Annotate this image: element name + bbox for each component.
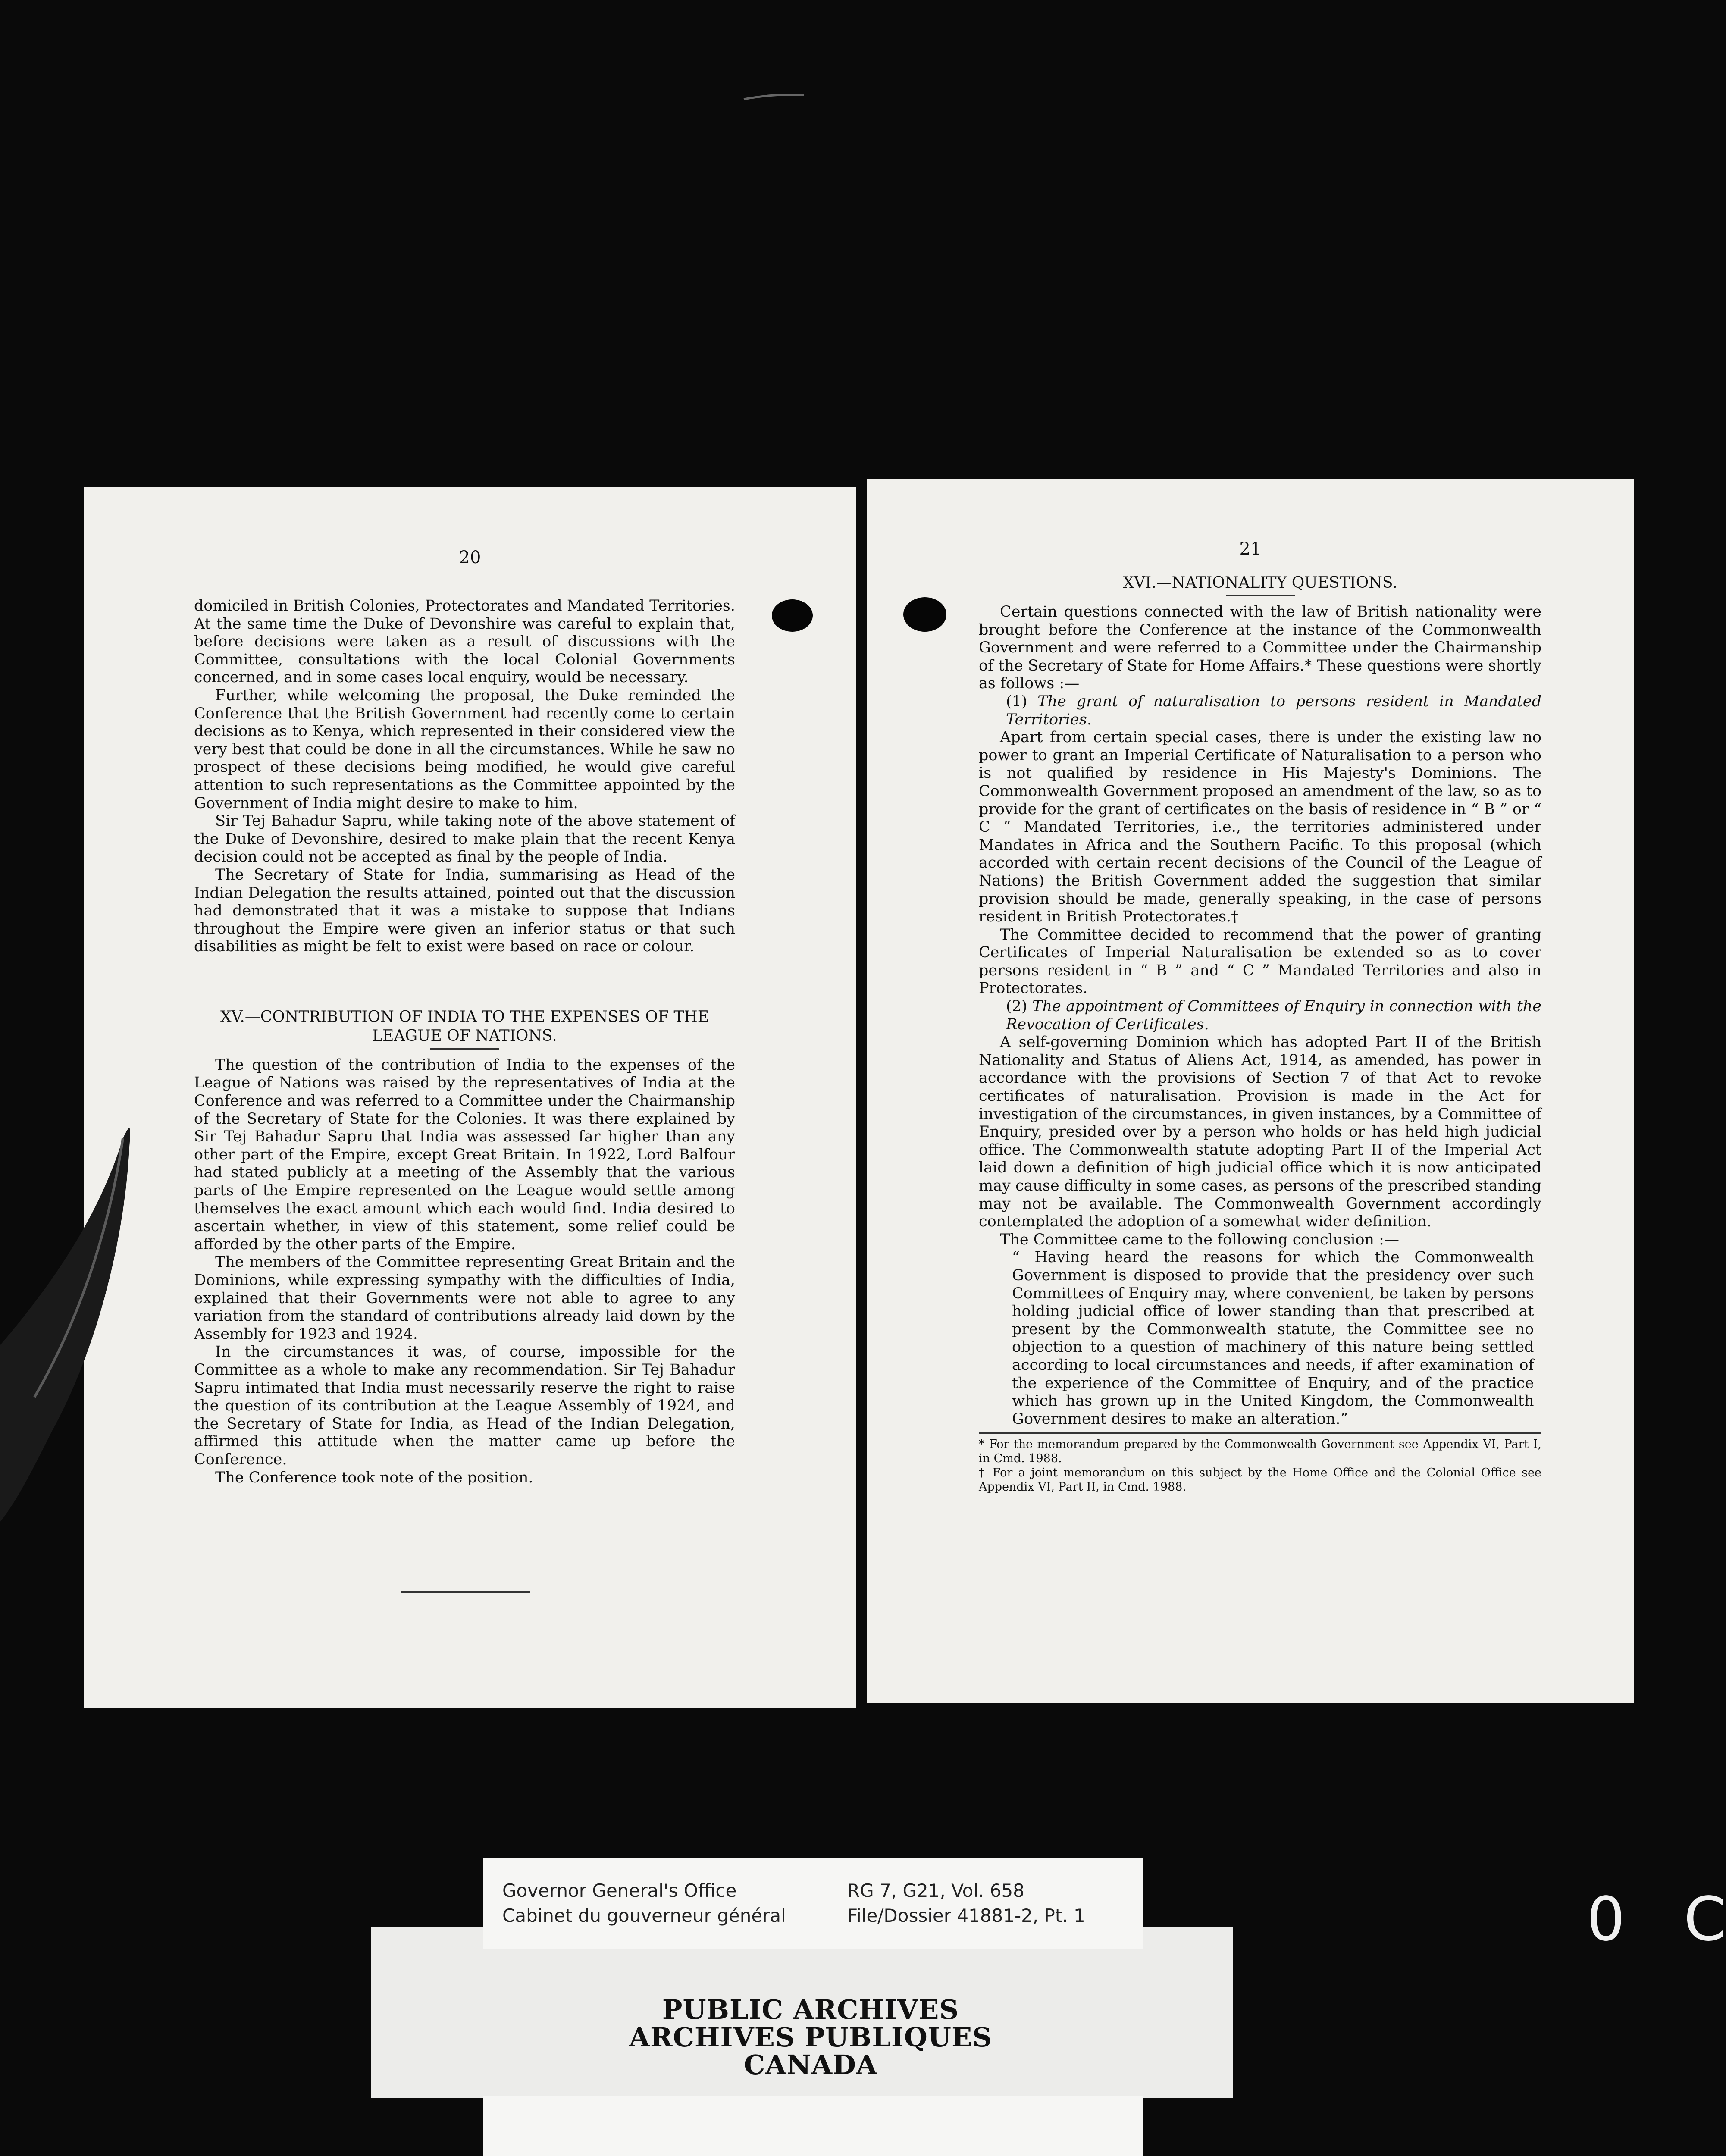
heading-rule <box>430 1048 499 1050</box>
item-number: (1) <box>1006 693 1027 710</box>
archive-stamp: CANADA <box>743 2049 878 2081</box>
end-rule <box>401 1591 530 1593</box>
item-number: (2) <box>1006 998 1027 1015</box>
paragraph: The members of the Committee representing Great Britain and the Dominions, while expressing sympathy with the difficulties of India, explained that their Governments were not able to agree to any variation from the standard of contributions already laid down by the Assembly for 1923 and 1924. <box>194 1253 735 1343</box>
punch-hole <box>772 599 813 632</box>
office-en: Governor General's Office <box>502 1880 737 1901</box>
paragraph: A self-governing Dominion which has adopted Part II of the British Nationality and Status of Aliens Act, 1914, as amended, has power in accordance with the provisions of Section 7 of that Act to revoke certificates of naturalisation. Provision is made in the Act for investigation of the circumstances, in given instances, by a Committee of Enquiry, presided over by a person who holds or has held high judicial office. The Commonwealth statute adopting Part II of the Imperial Act laid down a definition of high judicial office which it is now anticipated may cause difficulty in some cases, as persons of the prescribed standing may not be available. The Commonwealth Government accordingly contemplated the adoption of a somewhat wider definition. <box>979 1034 1541 1231</box>
paragraph: The Committee came to the following conclusion :— <box>1000 1231 1399 1248</box>
paragraph: Sir Tej Bahadur Sapru, while taking note of the above statement of the Duke of Devonshire, desired to make plain that the recent Kenya decision could not be accepted as final by the people of India. <box>194 812 735 866</box>
left-page <box>84 487 856 1708</box>
item-title: The appointment of Committees of Enquiry in connection with the Revocation of Certificates. <box>1006 998 1541 1033</box>
punch-hole <box>903 597 946 632</box>
paragraph: The Secretary of State for India, summarising as Head of the Indian Delegation the results attained, pointed out that the discussion had demonstrated that it was a mistake to suppose that Indians throughout the Empire were given an inferior status or that such disabilities as might be felt to exist were based on race or colour. <box>194 866 735 956</box>
archive-stamp: PUBLIC ARCHIVES <box>662 1994 959 2025</box>
paragraph: Certain questions connected with the law of British nationality were brought before the Conference at the instance of the Commonwealth Government and were referred to a Committee under the Chairmanship of the Secretary of State for Home Affairs.* These questions were shortly as follows :— <box>979 603 1541 693</box>
section-heading: XVI.—NATIONALITY QUESTIONS. <box>1123 574 1397 592</box>
page-number: 21 <box>1239 539 1262 559</box>
reference: RG 7, G21, Vol. 658 <box>847 1880 1024 1901</box>
archive-label-strip <box>483 2096 1143 2156</box>
paragraph: The question of the contribution of India to the expenses of the League of Nations was raised by the representatives of India at the Conference and was referred to a Committee under the Chairmanship of the Secretary of State for the Colonies. It was there explained by Sir Tej Bahadur Sapru that India was assessed far higher than any other part of the Empire, except Great Britain. In 1922, Lord Balfour had stated publicly at a meeting of the Assembly that the various parts of the Empire represented on the League would settle among themselves the exact amount which each would find. India desired to ascertain whether, in view of this statement, some relief could be afforded by the other parts of the Empire. <box>194 1056 735 1253</box>
footnote: * For the memorandum prepared by the Commonwealth Government see Appendix VI, Part I, in Cmd. 1988. <box>979 1438 1541 1466</box>
frame-mark: C <box>1684 1884 1726 1955</box>
item-title: The grant of naturalisation to persons resident in Mandated Territories. <box>1006 693 1541 728</box>
page-number: 20 <box>459 548 481 567</box>
office-fr: Cabinet du gouverneur général <box>502 1905 786 1926</box>
paragraph: domiciled in British Colonies, Protectorates and Mandated Territories. At the same time the Duke of Devonshire was careful to explain that, before decisions were taken as a result of discussions with the Committee, consultations with the local Colonial Governments concerned, and in some cases local enquiry, would be necessary. <box>194 597 735 686</box>
file-reference: File/Dossier 41881-2, Pt. 1 <box>847 1905 1085 1926</box>
paragraph: Further, while welcoming the proposal, the Duke reminded the Conference that the British Government had recently come to certain decisions as to Kenya, which represented in their considered view the very best that could be done in all the circumstances. While he saw no prospect of these decisions being modified, he would give careful attention to such representations as the Committee appointed by the Government of India might desire to make to him. <box>194 686 735 812</box>
footnote: † For a joint memorandum on this subject by the Home Office and the Colonial Office see Appendix VI, Part II, in Cmd. 1988. <box>979 1466 1541 1494</box>
heading-rule <box>1226 595 1295 596</box>
footnote-rule <box>979 1432 1541 1434</box>
list-item-title <box>979 693 1541 729</box>
paragraph: Apart from certain special cases, there is under the existing law no power to grant an Imperial Certificate of Naturalisation to a person who is not qualified by residence in His Majesty's Dominions. The Commonwealth Government proposed an amendment of the law, so as to provide for the grant of certificates on the basis of residence in “ B ” or “ C ” Mandated Territories, i.e., the territories administered under Mandates in Africa and the Southern Pacific. To this proposal (which accorded with certain recent decisions of the Council of the League of Nations) the British Government added the suggestion that similar provision should be made, generally speaking, in the case of persons resident in British Protectorates.† <box>979 729 1541 926</box>
film-scratch <box>742 86 806 103</box>
left-text-column <box>194 597 735 1487</box>
paragraph: In the circumstances it was, of course, impossible for the Committee as a whole to make any recommendation. Sir Tej Bahadur Sapru intimated that India must necessarily reserve the right to raise the question of its contribution at the League Assembly of 1924, and the Secretary of State for India, as Head of the Indian Delegation, affirmed this attitude when the matter came up before the Conference. <box>194 1343 735 1468</box>
paragraph: The Conference took note of the position. <box>215 1469 533 1486</box>
section-heading: LEAGUE OF NATIONS. <box>372 1027 557 1045</box>
knife-blade-shape <box>0 1121 155 1617</box>
block-quote: “ Having heard the reasons for which the Commonwealth Government is disposed to provide that the presidency over such Committees of Enquiry may, where convenient, be taken by persons holding judicial office of lower standing than that prescribed at present by the Commonwealth statute, the Committee see no objection to a question of machinery of this nature being settled according to local circumstances and needs, if after examination of the experience of the Committee of Enquiry, and of the practice which has grown up in the United Kingdom, the Commonwealth Government desires to make an alteration.” <box>1012 1249 1534 1428</box>
right-page <box>867 479 1634 1703</box>
paragraph: The Committee decided to recommend that the power of granting Certificates of Imperial Naturalisation be extended so as to cover persons resident in “ B ” and “ C ” Mandated Territories and also in Protectorates. <box>979 926 1541 997</box>
right-text-column <box>979 573 1541 1494</box>
frame-mark: 0 <box>1587 1884 1626 1955</box>
archive-stamp: ARCHIVES PUBLIQUES <box>629 2021 993 2053</box>
list-item-title <box>979 998 1541 1034</box>
archive-label <box>483 1858 1143 1949</box>
section-heading: XV.—CONTRIBUTION OF INDIA TO THE EXPENSES OF THE <box>220 1008 709 1026</box>
